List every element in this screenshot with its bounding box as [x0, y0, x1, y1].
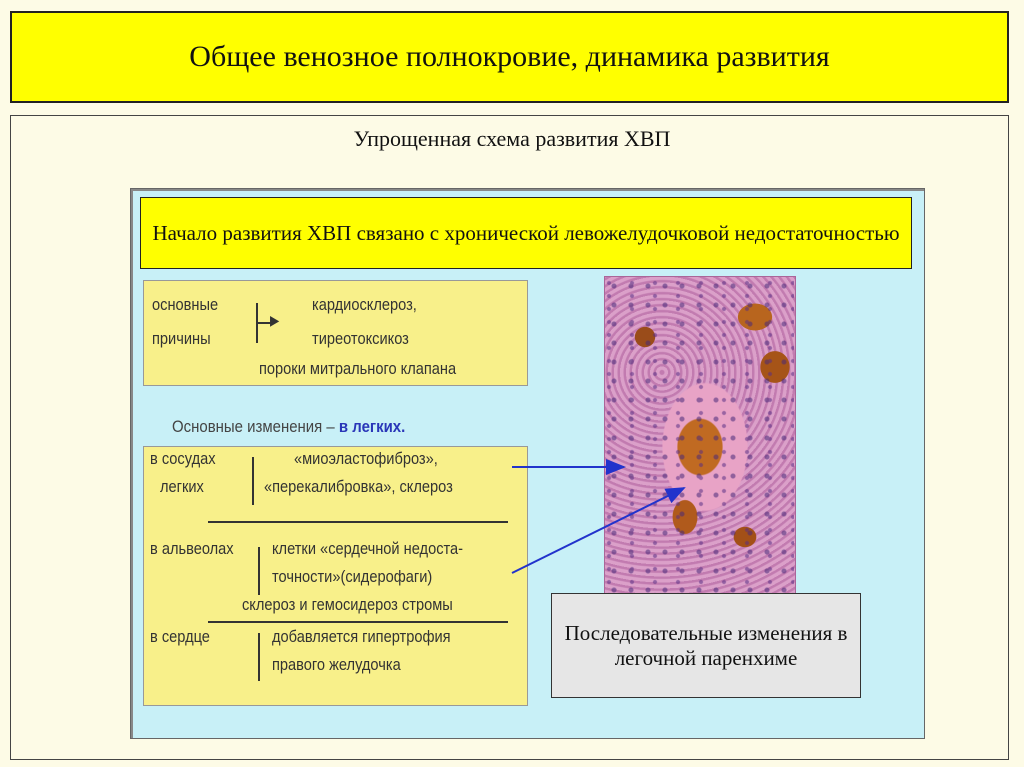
causes-label-line2: причины [152, 329, 211, 348]
heart-label: в сердце [150, 627, 210, 646]
intro-statement: Начало развития ХВП связано с хронической левожелудочковой недостаточностью [140, 197, 912, 269]
cause-item: пороки митрального клапана [259, 359, 457, 378]
vessels-change-line2: «перекалибровка», склероз [264, 477, 453, 496]
changes-heading-emphasis: в легких. [338, 417, 406, 436]
vessels-change-line1: «миоэластофиброз», [294, 449, 438, 468]
causes-label-line1: основные [152, 295, 219, 314]
causes-arrow-icon: ▶ [270, 312, 280, 328]
cause-item: тиреотоксикоз [312, 329, 409, 348]
slide-title: Общее венозное полнокровие, динамика развития [10, 11, 1009, 103]
vessels-label-line1: в сосудах [150, 449, 216, 468]
heart-change-line2: правого желудочка [272, 655, 401, 674]
result-caption: Последовательные изменения в легочной паренхиме [551, 593, 861, 698]
alveoli-change-line3: склероз и гемосидероз стромы [242, 595, 453, 614]
changes-heading-prefix: Основные изменения – [172, 417, 335, 436]
vessels-label-line2: легких [160, 477, 204, 496]
alveoli-label: в альвеолах [150, 539, 234, 558]
arrow-alveoli [512, 488, 684, 573]
alveoli-change-line1: клетки «сердечной недоста- [272, 539, 464, 558]
cause-item: кардиосклероз, [312, 295, 417, 314]
alveoli-change-line2: точности»(сидерофаги) [272, 567, 433, 586]
diagram-subtitle: Упрощенная схема развития ХВП [353, 126, 671, 151]
heart-change-line1: добавляется гипертрофия [272, 627, 451, 646]
